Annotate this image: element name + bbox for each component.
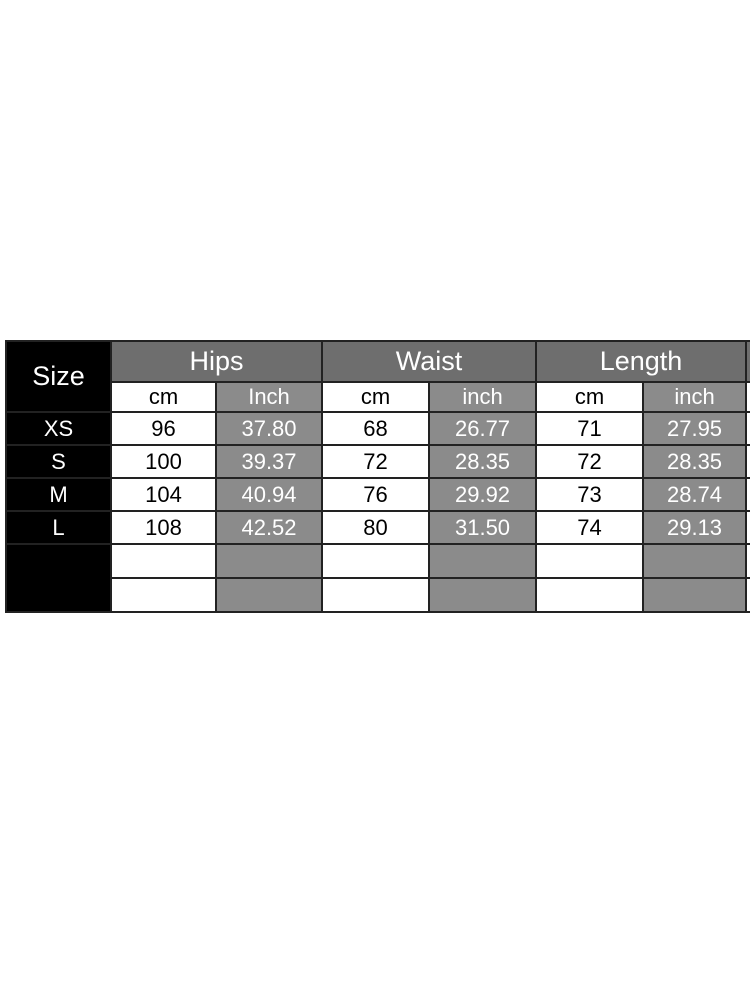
cutoff-cell	[746, 382, 750, 412]
cell-m-waist-cm: 76	[322, 478, 429, 511]
cell-l-length-inch: 29.13	[643, 511, 746, 544]
cell-s-hips-cm: 100	[111, 445, 216, 478]
empty-cell	[216, 578, 322, 612]
row-label-l: L	[6, 511, 111, 544]
cell-l-hips-inch: 42.52	[216, 511, 322, 544]
cell-l-length-cm: 74	[536, 511, 643, 544]
cell-l-waist-inch: 31.50	[429, 511, 536, 544]
empty-cell	[111, 578, 216, 612]
cell-s-hips-inch: 39.37	[216, 445, 322, 478]
unit-header-row	[6, 382, 750, 412]
empty-cell	[429, 578, 536, 612]
cell-xs-hips-inch: 37.80	[216, 412, 322, 445]
group-header-hips: Hips	[111, 341, 322, 382]
cutoff-cell	[746, 412, 750, 445]
cell-xs-waist-inch: 26.77	[429, 412, 536, 445]
empty-cell	[536, 578, 643, 612]
subheader-length-inch: inch	[643, 382, 746, 412]
subheader-waist-cm: cm	[322, 382, 429, 412]
table-row-s	[6, 445, 750, 478]
empty-cell	[322, 544, 429, 578]
table-row-xs	[6, 412, 750, 445]
cell-xs-waist-cm: 68	[322, 412, 429, 445]
subheader-waist-inch: inch	[429, 382, 536, 412]
empty-cell	[429, 544, 536, 578]
empty-cell	[536, 544, 643, 578]
cell-xs-length-cm: 71	[536, 412, 643, 445]
row-label-m: M	[6, 478, 111, 511]
empty-cell	[322, 578, 429, 612]
subheader-hips-cm: cm	[111, 382, 216, 412]
cutoff-cell	[746, 445, 750, 478]
cell-s-length-cm: 72	[536, 445, 643, 478]
cell-xs-hips-cm: 96	[111, 412, 216, 445]
row-label-s: S	[6, 445, 111, 478]
group-header-waist: Waist	[322, 341, 536, 382]
cell-l-hips-cm: 108	[111, 511, 216, 544]
cell-s-length-inch: 28.35	[643, 445, 746, 478]
cell-m-waist-inch: 29.92	[429, 478, 536, 511]
table-row-l	[6, 511, 750, 544]
cell-m-length-cm: 73	[536, 478, 643, 511]
empty-cell	[216, 544, 322, 578]
subheader-length-cm: cm	[536, 382, 643, 412]
cell-s-waist-inch: 28.35	[429, 445, 536, 478]
cell-m-hips-cm: 104	[111, 478, 216, 511]
table-row-m	[6, 478, 750, 511]
cell-m-length-inch: 28.74	[643, 478, 746, 511]
empty-cell	[111, 544, 216, 578]
empty-size-cell	[6, 544, 111, 612]
cell-s-waist-cm: 72	[322, 445, 429, 478]
size-column-header: Size	[6, 341, 111, 412]
cutoff-cell	[746, 578, 750, 612]
cell-l-waist-cm: 80	[322, 511, 429, 544]
size-chart-table	[5, 340, 750, 614]
cell-m-hips-inch: 40.94	[216, 478, 322, 511]
group-header-length: Length	[536, 341, 746, 382]
cutoff-cell	[746, 511, 750, 544]
row-label-xs: XS	[6, 412, 111, 445]
group-header-row	[6, 341, 750, 382]
empty-row-1	[6, 544, 750, 578]
cutoff-column-header	[746, 341, 750, 382]
empty-row-2	[6, 578, 750, 612]
empty-cell	[643, 544, 746, 578]
cutoff-cell	[746, 478, 750, 511]
subheader-hips-inch: Inch	[216, 382, 322, 412]
size-table	[5, 340, 750, 613]
empty-cell	[643, 578, 746, 612]
cell-xs-length-inch: 27.95	[643, 412, 746, 445]
cutoff-cell	[746, 544, 750, 578]
